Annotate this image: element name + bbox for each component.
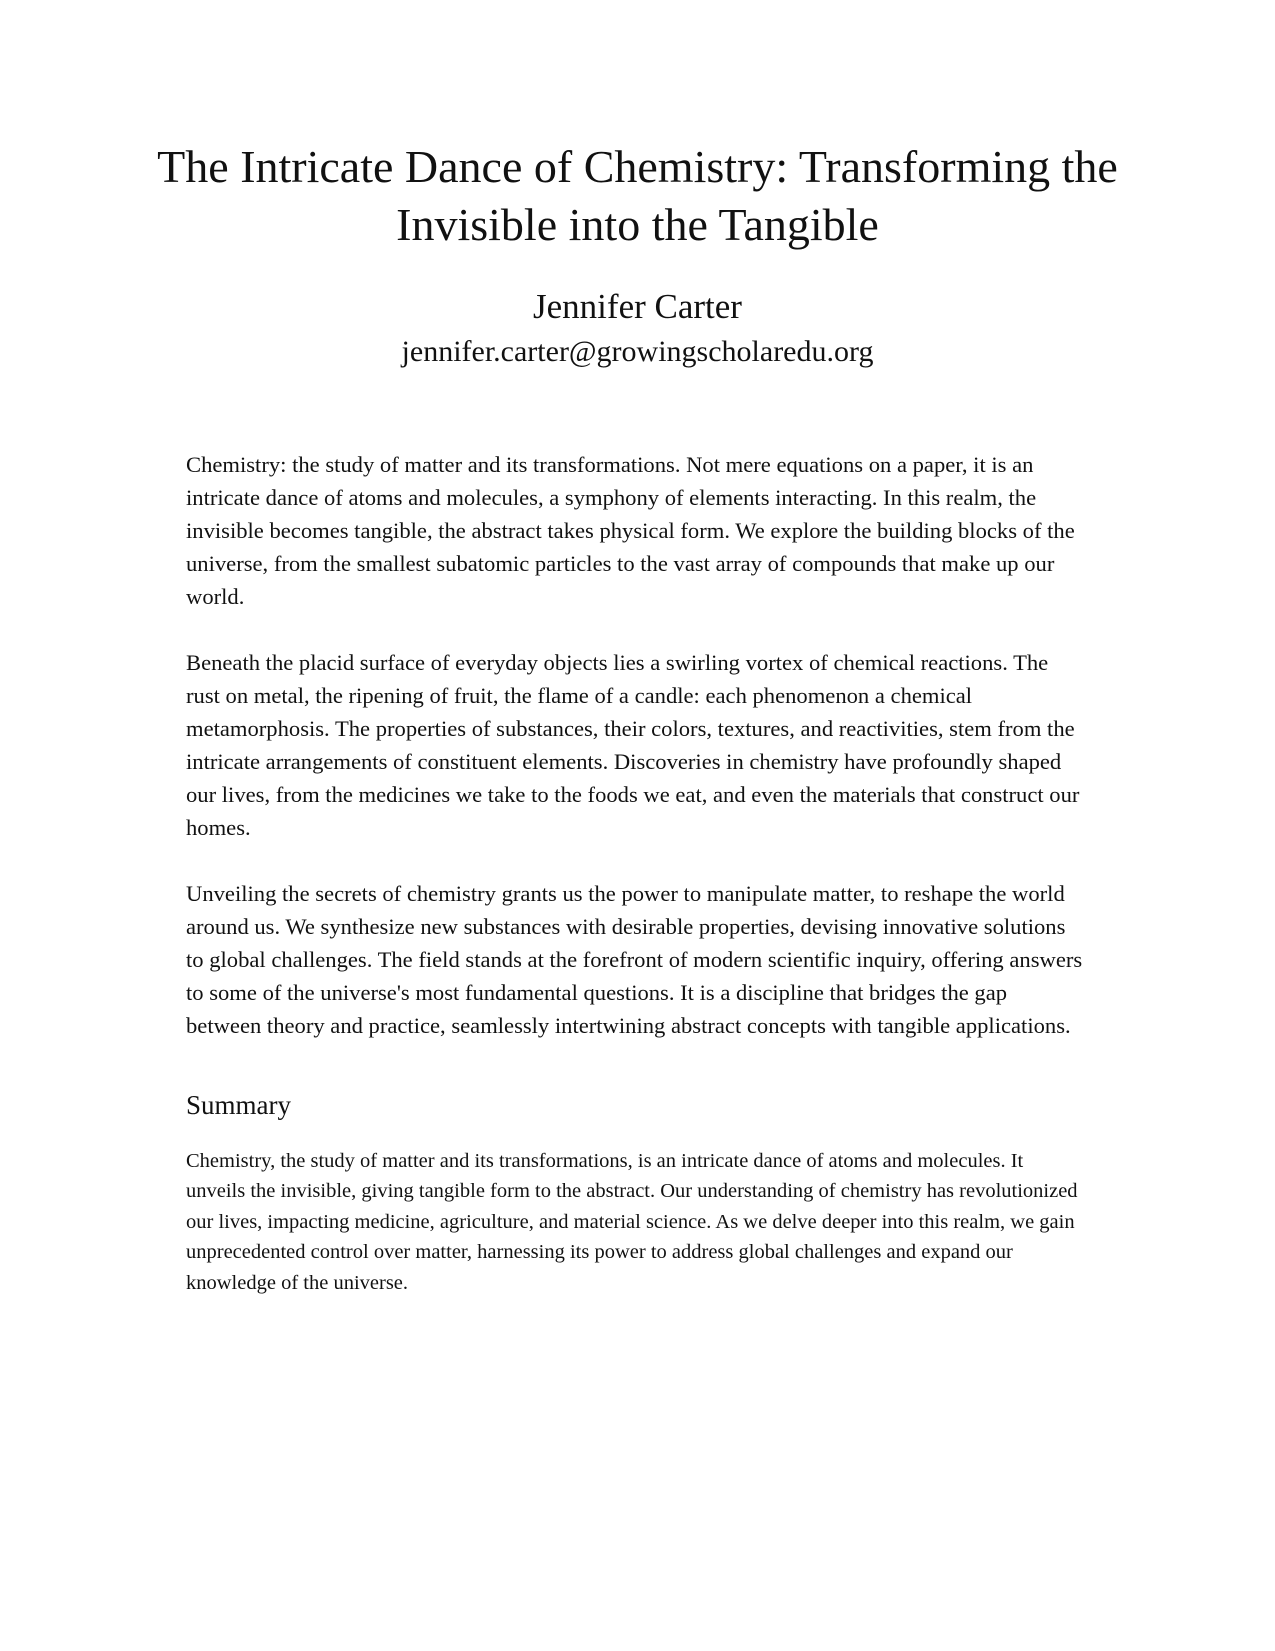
summary-paragraph: Chemistry, the study of matter and its transformations, is an intricate dance of atoms and molecules. It unveils the invisible, giving tangible form to the abstract. Our understanding of chemistry has revolutionized our lives, impacting medicine, agriculture, and material science. As we delve deeper into this realm, we gain unprecedented control over matter, harnessing its power to address global challenges and expand our knowledge of the universe.	[186, 1150, 1078, 1294]
body-paragraph: Unveiling the secrets of chemistry grants us the power to manipulate matter, to reshape the world around us. We synthesize new substances with desirable properties, devising innovative solutions to global challenges. The field stands at the forefront of modern scientific inquiry, offering answers to some of the universe's most fundamental questions. It is a discipline that bridges the gap between theory and practice, seamlessly intertwining abstract concepts with tangible applications.	[186, 881, 1083, 1038]
body-paragraph: Chemistry: the study of matter and its transformations. Not mere equations on a paper, it is an intricate dance of atoms and molecules, a symphony of elements interacting. In this realm, the invisible becomes tangible, the abstract takes physical form. We explore the building blocks of the universe, from the smallest subatomic particles to the vast array of compounds that make up our world.	[186, 452, 1075, 609]
author-name: Jennifer Carter	[533, 287, 742, 326]
author-email: jennifer.carter@growingscholaredu.org	[401, 335, 874, 368]
document-title: The Intricate Dance of Chemistry: Transforming the Invisible into the Tangible	[157, 141, 1118, 250]
body-paragraph: Beneath the placid surface of everyday objects lies a swirling vortex of chemical reactions. The rust on metal, the ripening of fruit, the flame of a candle: each phenomenon a chemical metamorphosis. The properties of substances, their colors, textures, and reactivities, stem from the intricate arrangements of constituent elements. Discoveries in chemistry have profoundly shaped our lives, from the medicines we take to the foods we eat, and even the materials that construct our homes.	[186, 650, 1080, 840]
summary-heading: Summary	[186, 1090, 291, 1120]
